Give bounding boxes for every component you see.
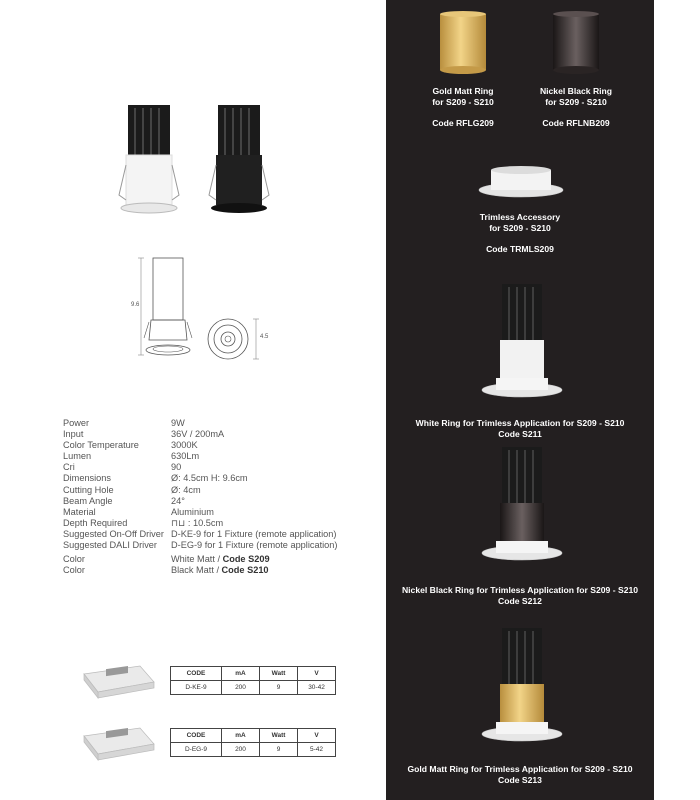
driver-on-off-image: [78, 660, 158, 705]
gold-ring-caption: Gold Matt Ring for S209 - S210 Code RFLG209: [432, 86, 494, 128]
nickel-trimless-caption: Nickel Black Ring for Trimless Application for S209 - S210 Code S212: [401, 585, 639, 606]
white-trimless-image: [476, 282, 566, 402]
dimension-diameter: 4.5: [260, 334, 269, 340]
product-white-photo: [115, 100, 185, 220]
spec-row: Suggested DALI Driver D-EG-9 for 1 Fixture (remote application): [63, 540, 338, 551]
driver-table-dali: [170, 728, 336, 757]
spec-row: Lumen 630Lm: [63, 451, 200, 462]
spec-row: Cutting Hole Ø: 4cm: [63, 484, 201, 495]
trimless-accessory-caption: Trimless Accessory for S209 - S210 Code TRMLS209: [479, 212, 561, 254]
color-row: Color Black Matt / Code S210: [63, 565, 269, 576]
spec-list: [63, 418, 337, 576]
table-row: D-KE-9 200 9 30-42: [171, 681, 336, 695]
driver-table-on-off: [170, 666, 336, 695]
gold-trimless-caption: Gold Matt Ring for Trimless Application for S209 - S210 Code S213: [407, 764, 633, 785]
spec-row: Beam Angle 24°: [63, 495, 185, 506]
spec-row: Cri 90: [63, 462, 182, 473]
spec-row: Color Temperature 3000K: [63, 440, 198, 451]
accessories-panel: [386, 0, 654, 800]
gold-trimless-image: [476, 626, 566, 746]
nickel-ring-image: [543, 10, 609, 78]
product-black-photo: [205, 100, 275, 220]
color-row: Color White Matt / Code S209: [63, 554, 270, 565]
technical-drawing: [125, 250, 275, 365]
table-header-row: CODE mA Watt V: [171, 729, 336, 743]
nickel-ring-caption: Nickel Black Ring for S209 - S210 Code RFLNB209: [539, 86, 613, 128]
spec-row: Depth Required ⊓⊔ : 10.5cm: [63, 517, 224, 528]
dimension-height: 9.6: [131, 302, 140, 308]
table-row: D-EG-9 200 9 5-42: [171, 743, 336, 757]
spec-row: Suggested On-Off Driver D-KE-9 for 1 Fixture (remote application): [63, 528, 337, 539]
gold-ring-image: [430, 10, 496, 78]
trimless-accessory-image: [474, 162, 569, 202]
table-header-row: CODE mA Watt V: [171, 667, 336, 681]
spec-row: Dimensions Ø: 4.5cm H: 9.6cm: [63, 473, 248, 484]
spec-row: Input 36V / 200mA: [63, 429, 225, 440]
nickel-trimless-image: [476, 445, 566, 565]
spec-row: Material Aluminium: [63, 506, 214, 517]
page-margin: [654, 0, 700, 800]
spec-row: Power 9W: [63, 418, 185, 428]
white-trimless-caption: White Ring for Trimless Application for S209 - S210 Code S211: [415, 418, 625, 439]
driver-dali-image: [78, 722, 158, 767]
